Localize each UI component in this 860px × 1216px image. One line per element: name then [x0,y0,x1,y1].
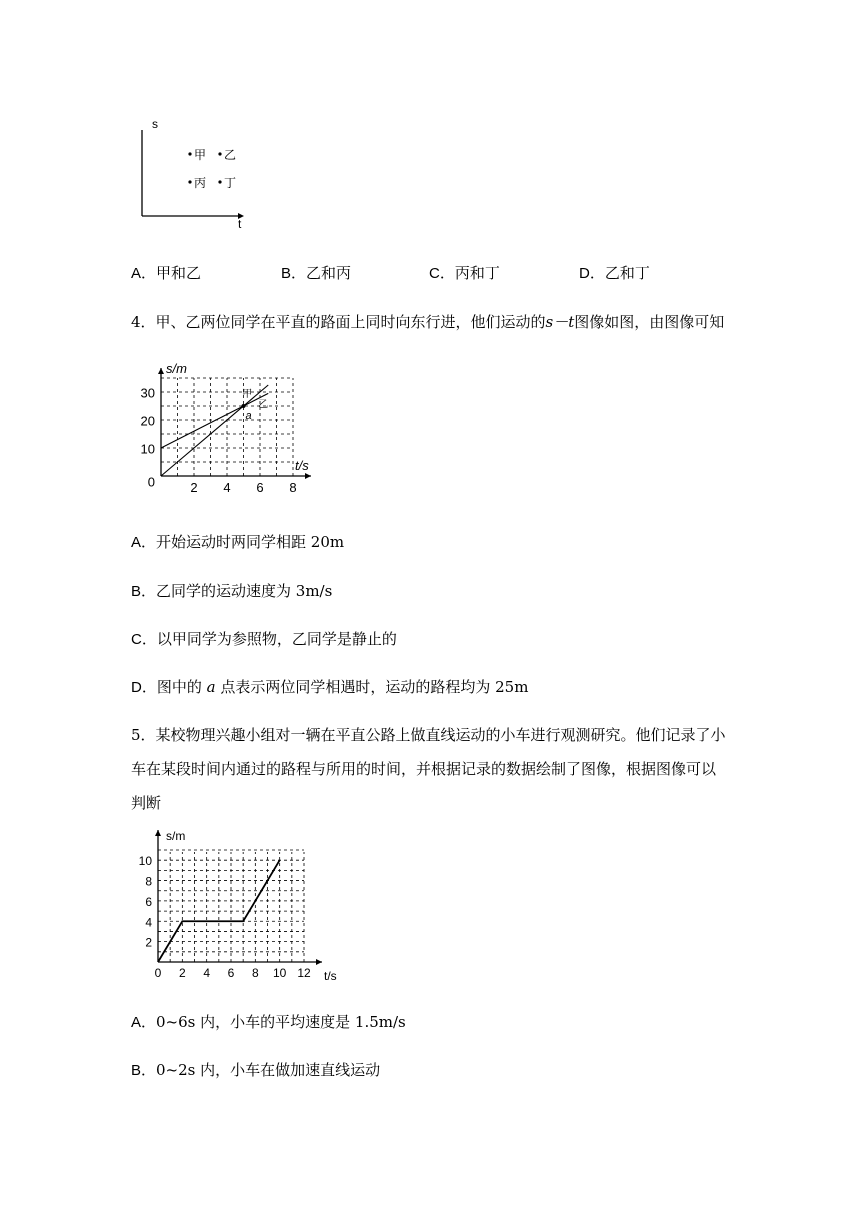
option-text: 乙同学的运动速度为 3m/s [156,582,333,600]
q3-point-dot [188,152,191,155]
x-tick-label: 12 [297,966,311,980]
x-axis-arrow [305,473,311,479]
q4-option-a[interactable] [131,531,344,552]
x-axis-label: t/s [295,458,309,473]
y-tick-label: 30 [140,385,155,401]
option-letter: C． [429,265,455,282]
y-tick-label: 10 [138,854,152,869]
series-label: 乙 [258,399,269,411]
x-tick-label: 4 [203,966,211,980]
y-tick-label: 6 [145,894,152,909]
option-text: 0~6s 内，小车的平均速度是 1.5m/s [156,1013,406,1031]
q3-x-label: t [238,217,242,231]
option-text: 丙和丁 [454,264,500,282]
intersection-point-a [242,404,246,408]
x-tick-label: 4 [223,480,231,495]
q5-stem-line-3: 判断 [131,794,162,812]
q3-point-dot [218,152,221,155]
q3-point-dot [188,180,191,183]
x-tick-label: 0 [154,966,162,980]
option-text: 乙和丙 [306,264,352,282]
option-text: 0~2s 内，小车在做加速直线运动 [156,1061,381,1079]
option-letter: D． [131,679,157,696]
x-tick-label: 6 [256,480,264,495]
y-axis-label: s/m [166,829,186,843]
option-letter: A． [131,265,157,282]
q5-stem-line-1: 5．某校物理兴趣小组对一辆在平直公路上做直线运动的小车进行观测研究。他们记录了小 [131,726,726,744]
q4-stem-before: 4．甲、乙两位同学在平直的路面上同时向东行进，他们运动的 [131,313,546,331]
q4-stem [131,311,724,332]
option-var: a [206,678,216,696]
y-tick-label: 20 [140,413,155,429]
option-letter: B． [131,583,157,600]
x-axis-label: t/s [324,969,337,983]
y-axis-arrow [158,368,164,374]
y-tick-label: 4 [145,915,152,930]
y-axis-label: s/m [166,361,187,376]
q4-chart [128,358,324,498]
q4-option-c[interactable] [131,628,397,649]
q4-stem-after: 图像如图，由图像可知 [574,313,725,331]
option-text-after: 点表示两位同学相遇时，运动的路程均为 25m [215,678,529,696]
option-text: 甲和乙 [156,264,202,282]
q5-stem-line-2: 车在某段时间内通过的路程与所用的时间，并根据记录的数据绘制了图像，根据图像可以 [131,760,717,778]
option-letter: A． [131,1014,157,1031]
q3-option-c[interactable] [429,262,500,283]
option-letter: D． [579,265,605,282]
q5-option-a[interactable] [131,1011,406,1032]
q3-point-dot [218,180,221,183]
x-tick-label: 2 [178,966,186,980]
q3-option-b[interactable] [281,262,351,283]
option-letter: B． [281,265,307,282]
q5-option-b[interactable] [131,1059,380,1080]
q3-graph [126,116,252,232]
q3-point-label: 乙 [224,148,237,162]
x-axis-arrow [316,959,322,965]
y-axis-arrow [155,830,161,836]
y-tick-label: 2 [145,935,152,950]
option-text: 乙和丁 [604,264,650,282]
x-tick-label: 8 [289,480,297,495]
x-tick-label: 10 [272,966,287,980]
x-tick-label: 8 [251,966,259,980]
option-letter: C． [131,631,157,648]
option-text: 开始运动时两同学相距 20m [156,533,345,551]
q3-point-label: 甲 [194,148,207,162]
q3-point-label: 丁 [224,176,237,190]
y-tick-label: 8 [145,874,152,889]
q5-chart [128,824,346,990]
option-text: 以甲同学为参照物，乙同学是静止的 [156,630,397,648]
series-label: 甲 [242,389,253,400]
y-tick-label: 0 [147,474,155,490]
q3-option-a[interactable] [131,262,201,283]
annotation-label-a: a [245,410,252,422]
option-text-before: 图中的 [156,678,207,696]
x-tick-label: 2 [190,480,198,495]
series-line-2 [161,393,268,448]
option-letter: B． [131,1062,157,1079]
y-tick-label: 10 [140,441,155,457]
q3-y-label: s [152,117,158,131]
q3-point-label: 丙 [194,176,207,190]
q3-option-d[interactable] [579,262,650,283]
q4-option-b[interactable] [131,580,332,601]
x-tick-label: 6 [227,966,235,980]
q4-stem-var: s－t [545,313,575,331]
q3-options [131,262,831,282]
option-letter: A． [131,534,157,551]
q4-option-d[interactable] [131,676,528,697]
